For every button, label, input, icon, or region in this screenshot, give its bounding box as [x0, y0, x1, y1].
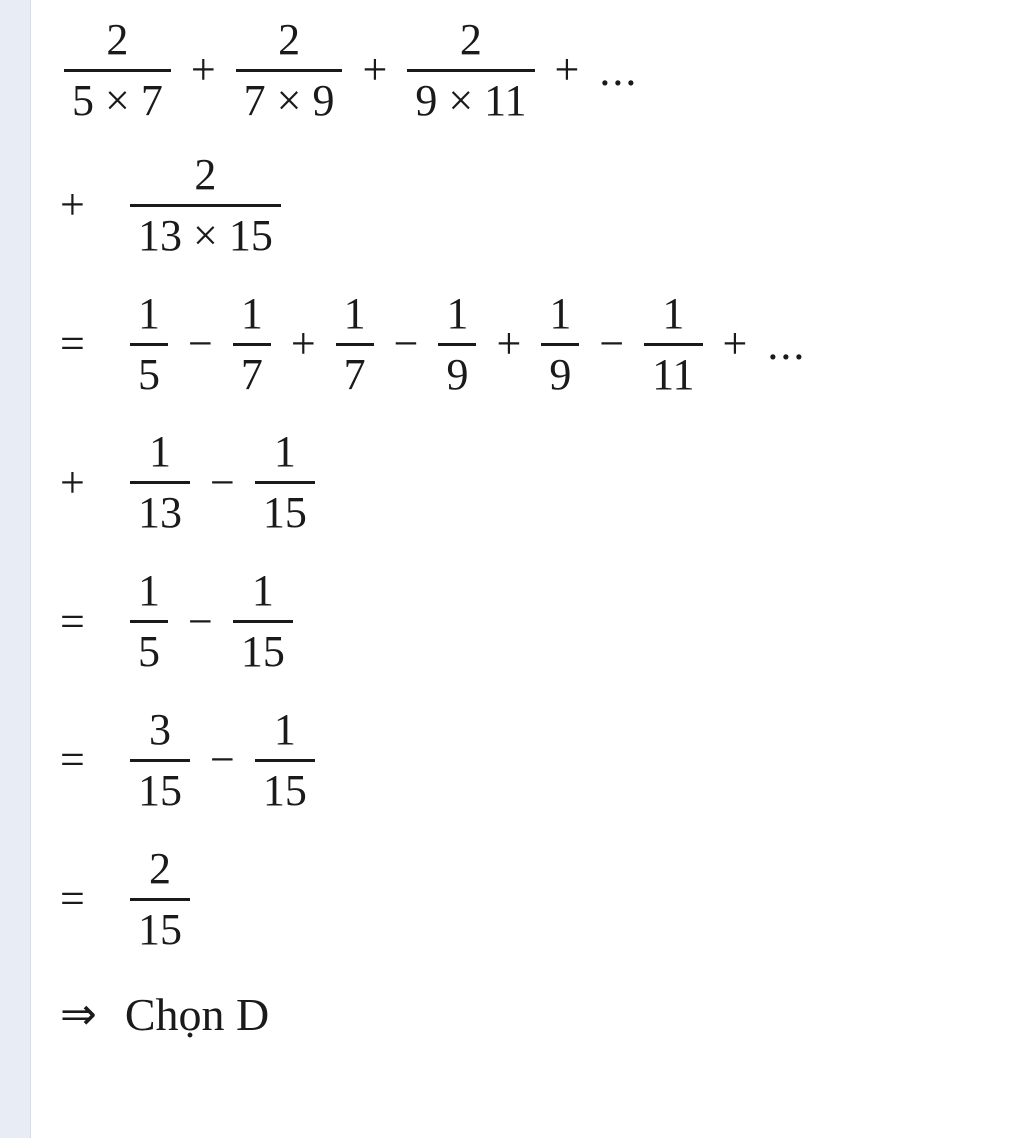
- fraction-bar: [255, 481, 315, 484]
- fraction: [130, 426, 190, 539]
- equation-line-4: [60, 426, 1020, 539]
- operator-minus: −: [393, 319, 419, 369]
- fraction-numerator: 1: [343, 288, 366, 338]
- fraction-numerator: 1: [149, 427, 171, 477]
- conclusion-line: [60, 988, 1020, 1041]
- fraction: [336, 288, 374, 401]
- operator-equals: =: [60, 319, 85, 369]
- fraction: [233, 288, 271, 401]
- fraction-bar: [130, 759, 190, 762]
- fraction-numerator: 3: [149, 705, 171, 755]
- ellipsis: ...: [599, 45, 639, 95]
- fraction-numerator: 1: [240, 288, 263, 338]
- fraction-denominator: 5 × 7: [72, 75, 163, 125]
- fraction: [130, 149, 281, 262]
- fraction-bar: [233, 343, 271, 346]
- equation-line-2: [60, 149, 1020, 262]
- fraction: [541, 288, 579, 401]
- solution-content: [60, 0, 1020, 1041]
- fraction-denominator: 13 × 15: [138, 210, 273, 260]
- fraction-numerator: 1: [273, 427, 296, 477]
- fraction-bar: [233, 620, 293, 623]
- fraction-denominator: 15: [240, 627, 285, 677]
- fraction-bar: [438, 343, 476, 346]
- fraction: [130, 704, 190, 817]
- fraction-bar: [644, 343, 702, 346]
- fraction-numerator: 2: [194, 149, 217, 199]
- fraction-numerator: 1: [446, 288, 469, 338]
- fraction-denominator: 11: [652, 349, 695, 399]
- fraction: [64, 14, 171, 127]
- operator-plus: +: [60, 457, 85, 507]
- fraction: [407, 14, 534, 127]
- equation-line-7: [60, 843, 1020, 956]
- fraction-denominator: 7: [240, 349, 263, 399]
- fraction-numerator: 1: [138, 566, 160, 616]
- fraction: [233, 565, 293, 678]
- operator-equals: =: [60, 735, 85, 785]
- fraction-denominator: 13: [138, 488, 182, 538]
- fraction-bar: [236, 69, 343, 72]
- operator-minus: −: [188, 596, 213, 646]
- fraction-bar: [541, 343, 579, 346]
- fraction-bar: [407, 69, 534, 72]
- operator-plus: +: [362, 45, 388, 95]
- operator-minus: −: [210, 735, 235, 785]
- implies-arrow-icon: ⇒: [60, 989, 97, 1039]
- operator-equals: =: [60, 874, 85, 924]
- left-margin-strip: [0, 0, 31, 1138]
- fraction: [255, 426, 315, 539]
- fraction-numerator: 1: [138, 288, 160, 338]
- fraction: [236, 14, 343, 127]
- fraction-denominator: 5: [138, 349, 160, 399]
- fraction-bar: [336, 343, 374, 346]
- operator-plus: +: [190, 45, 216, 95]
- equation-line-1: [60, 14, 1020, 127]
- fraction-denominator: 7 × 9: [243, 75, 335, 125]
- fraction-numerator: 2: [278, 15, 301, 64]
- operator-minus: −: [188, 319, 213, 369]
- fraction-numerator: 2: [459, 15, 482, 64]
- fraction-numerator: 1: [549, 288, 572, 338]
- fraction: [644, 288, 702, 401]
- fraction-numerator: 1: [273, 705, 296, 755]
- fraction-denominator: 9: [549, 349, 572, 399]
- fraction: [130, 843, 190, 956]
- fraction: [130, 565, 168, 678]
- operator-equals: =: [60, 596, 85, 646]
- equation-line-5: [60, 565, 1020, 678]
- fraction-denominator: 9 × 11: [415, 75, 527, 125]
- operator-plus: +: [496, 319, 522, 369]
- operator-plus: +: [554, 45, 580, 95]
- operator-plus: +: [722, 319, 748, 369]
- fraction: [130, 288, 168, 401]
- equation-line-3: [60, 288, 1020, 401]
- fraction-denominator: 15: [138, 904, 182, 954]
- ellipsis: ...: [767, 319, 807, 369]
- operator-plus: +: [290, 319, 316, 369]
- fraction: [438, 288, 476, 401]
- fraction-denominator: 9: [446, 349, 469, 399]
- fraction-bar: [130, 898, 190, 901]
- fraction-denominator: 5: [138, 627, 160, 677]
- fraction-denominator: 7: [343, 349, 366, 399]
- fraction: [255, 704, 315, 817]
- fraction-bar: [130, 343, 168, 346]
- fraction-bar: [255, 759, 315, 762]
- operator-minus: −: [599, 319, 625, 369]
- fraction-numerator: 2: [149, 843, 171, 893]
- conclusion-text: Chọn D: [124, 988, 270, 1040]
- fraction-numerator: 1: [662, 288, 685, 338]
- fraction-numerator: 2: [106, 15, 129, 64]
- operator-plus: +: [60, 180, 85, 230]
- fraction-denominator: 15: [138, 765, 182, 815]
- fraction-bar: [130, 481, 190, 484]
- fraction-bar: [64, 69, 171, 72]
- fraction-numerator: 1: [251, 566, 274, 616]
- fraction-denominator: 15: [262, 488, 307, 538]
- fraction-denominator: 15: [262, 765, 307, 815]
- operator-minus: −: [210, 457, 235, 507]
- fraction-bar: [130, 620, 168, 623]
- equation-line-6: [60, 704, 1020, 817]
- fraction-bar: [130, 204, 281, 207]
